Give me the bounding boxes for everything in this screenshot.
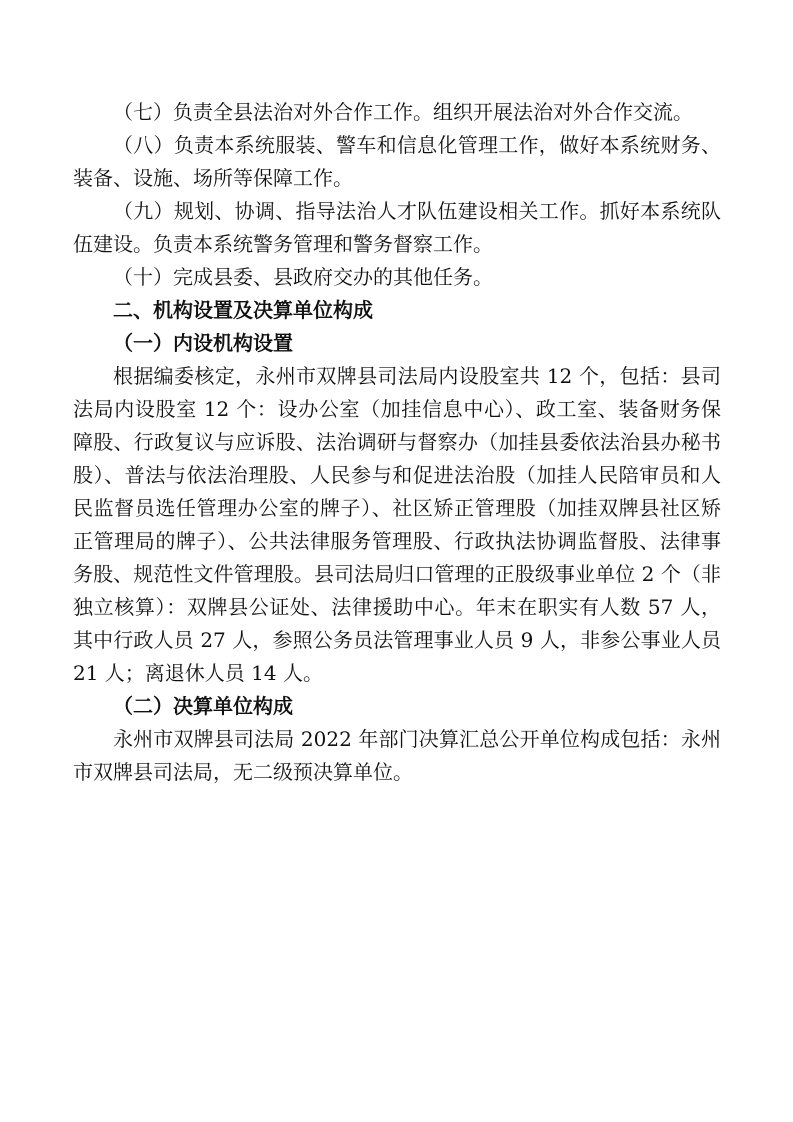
paragraph-duty-10: （十）完成县委、县政府交办的其他任务。 [113, 265, 493, 289]
section-heading-organization: 二、机构设置及决算单位构成 [113, 298, 373, 322]
paragraph-duty-9: （九）规划、协调、指导法治人才队伍建设相关工作。抓好本系统队伍建设。负责本系统警务管理和警务督察工作。 [73, 199, 721, 256]
paragraph-duty-8: （八）负责本系统服装、警车和信息化管理工作，做好本系统财务、装备、设施、场所等保障工作。 [73, 133, 721, 190]
subheading-accounting-units: （二）决算单位构成 [113, 694, 293, 718]
subheading-internal-structure: （一）内设机构设置 [113, 331, 293, 355]
document-body [73, 96, 721, 789]
paragraph-accounting-units: 永州市双牌县司法局 2022 年部门决算汇总公开单位构成包括：永州市双牌县司法局，无二级预决算单位。 [73, 727, 721, 784]
paragraph-internal-structure: 根据编委核定，永州市双牌县司法局内设股室共 12 个，包括：县司法局内设股室 12 个：设办公室（加挂信息中心）、政工室、装备财务保障股、行政复议与应诉股、法治调研与督察办（加挂县委依法治县办秘书股）、普法与依法治理股、人民参与和促进法治股（加挂人民陪审员和人民监督员选任管理办公室的牌子）、社区矫正管理股（加挂双牌县社区矫正管理局的牌子）、公共法律服务管理股、行政执法协调监督股、法律事务股、规范性文件管理股。县司法局归口管理的正股级事业单位 2 个（非独立核算）：双牌县公证处、法律援助中心。年末在职实有人数 57 人，其中行政人员 27 人，参照公务员法管理事业人员 9 人，非参公事业人员 21 人；离退休人员 14 人。 [73, 364, 721, 685]
paragraph-duty-7: （七）负责全县法治对外合作工作。组织开展法治对外合作交流。 [113, 100, 693, 124]
